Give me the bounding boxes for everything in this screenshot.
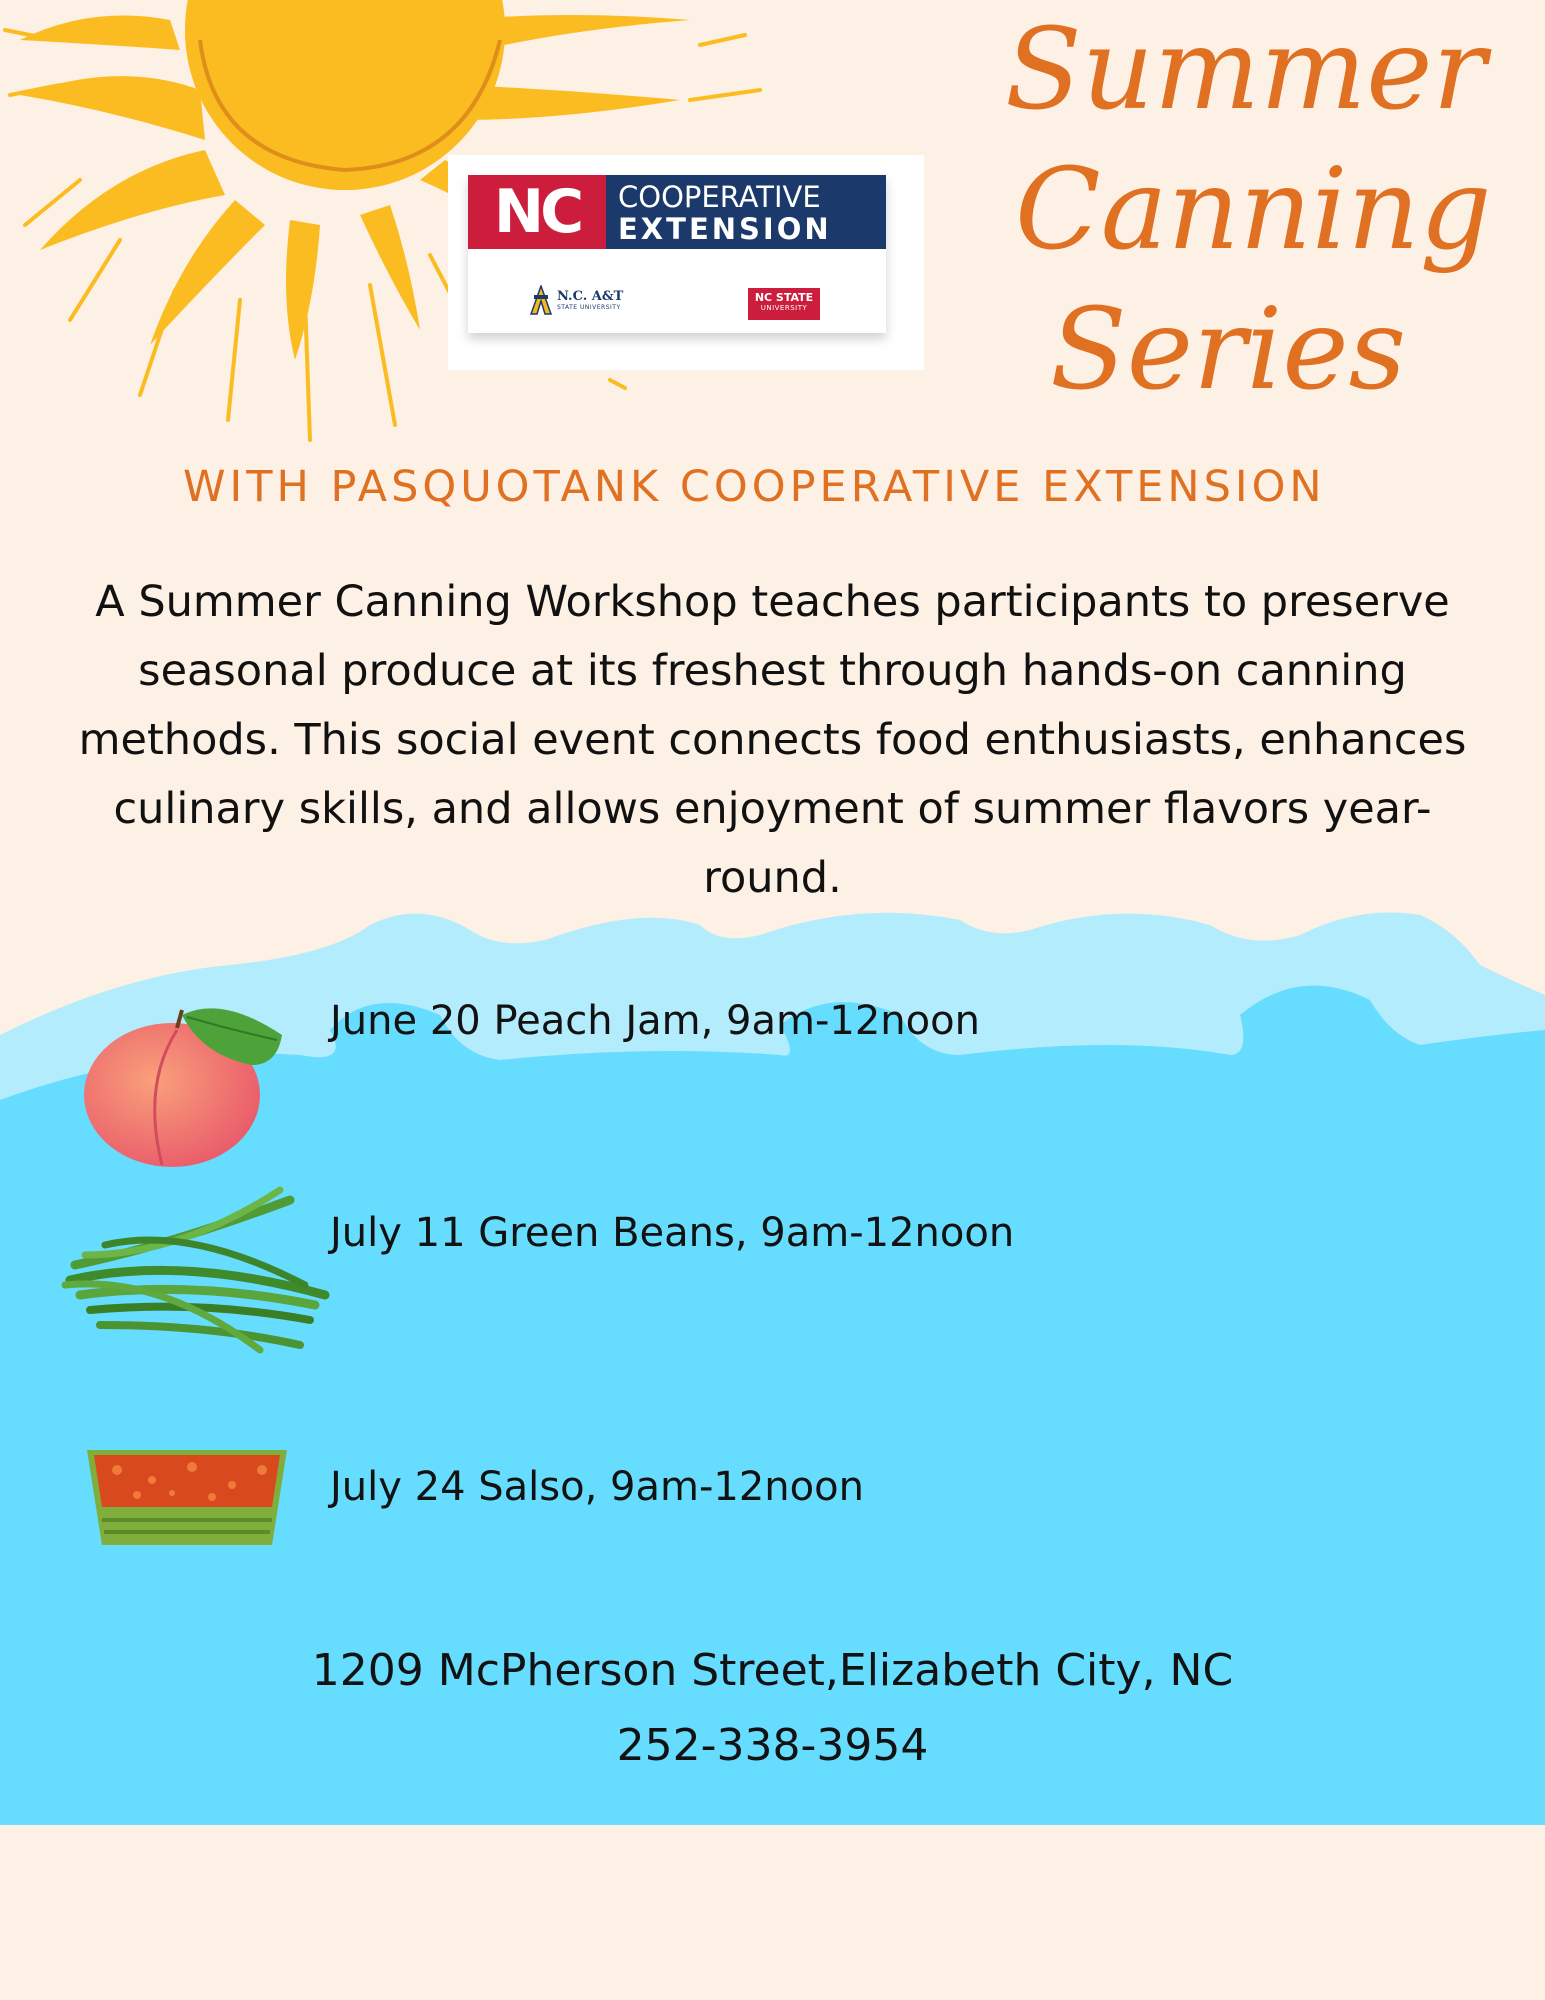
ncat-logo <box>530 285 623 315</box>
page-title <box>995 0 1535 420</box>
event-salsa: July 24 Salso, 9am-12noon <box>330 1464 864 1510</box>
nc-cooperative-extension-logo <box>448 155 924 370</box>
event-peach-jam: June 20 Peach Jam, 9am-12noon <box>330 998 980 1044</box>
green-beans-icon <box>60 1185 330 1360</box>
description-paragraph: A Summer Canning Workshop teaches participants to preserve seasonal produce at its freshest through hands-on canning methods. This social event connects food enthusiasts, enhances culinary skills, and allows enjoyment of summer flavors year-round. <box>78 577 1467 903</box>
logo-wordmark <box>606 175 886 249</box>
peach-icon <box>82 995 292 1170</box>
ncat-wordmark <box>557 289 623 312</box>
logo-cooperative-text: COOPERATIVE <box>618 180 821 214</box>
ncat-subtitle: STATE UNIVERSITY <box>557 303 621 311</box>
ncat-aggie-icon <box>530 285 552 315</box>
ncat-name: N.C. A&T <box>557 288 624 304</box>
title-line-series: Series <box>1050 285 1407 415</box>
address: 1209 McPherson Street,Elizabeth City, NC <box>311 1645 1234 1696</box>
subtitle: WITH PASQUOTANK COOPERATIVE EXTENSION <box>183 462 1326 512</box>
ncstate-logo <box>748 288 820 320</box>
ncstate-subtitle: UNIVERSITY <box>760 304 808 312</box>
event-green-beans: July 11 Green Beans, 9am-12noon <box>330 1210 1015 1256</box>
logo-band <box>468 175 886 249</box>
logo-nc-mark: NC <box>468 175 606 249</box>
logo-extension-text: EXTENSION <box>618 212 832 246</box>
phone-number: 252-338-3954 <box>616 1720 929 1771</box>
salsa-dish-icon <box>82 1435 292 1555</box>
ncstate-name: NC STATE <box>754 291 814 304</box>
title-line-canning: Canning <box>1015 145 1492 275</box>
title-line-summer: Summer <box>1005 5 1487 135</box>
logo-panel <box>468 175 886 333</box>
